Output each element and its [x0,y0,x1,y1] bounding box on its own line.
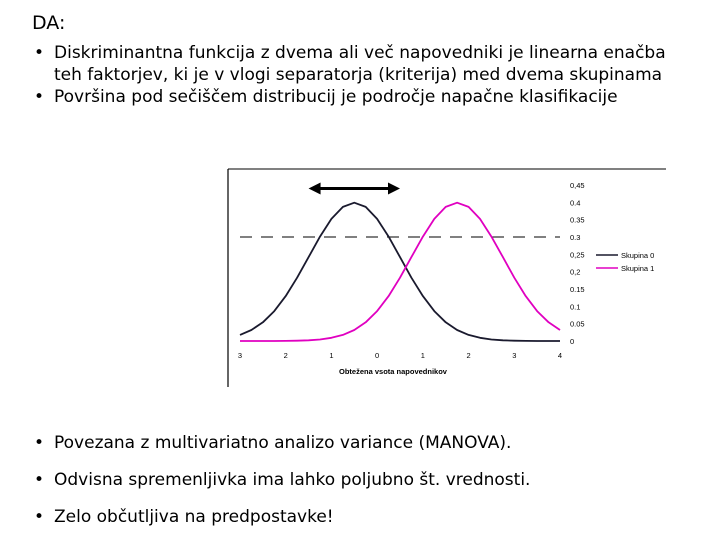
bottom-bullet-list [34,432,694,543]
arrow-head-left [309,182,321,194]
x-axis-label: Obtežena vsota napovednikov [339,367,447,376]
arrow-head-right [388,182,400,194]
x-tick-label: 1 [420,351,425,360]
x-tick-label: 2 [466,351,471,360]
x-tick-label: 0 [375,351,380,360]
legend-label-1: Skupina 1 [621,264,655,273]
legend-label-0: Skupina 0 [621,251,655,260]
series-curve-1 [240,203,560,341]
bullet-dependent-variable: • Odvisna spremenljivka ima lahko poljubno št. vrednosti. [34,469,694,491]
distribution-chart-svg [226,167,668,389]
y-tick-label: 0 [570,337,575,346]
y-tick-label: 0.4 [570,198,581,208]
slide-title: DA: [32,12,66,34]
bullet-misclassification-area: • Površina pod sečiščem distribucij je področje napačne klasifikacije [34,86,694,108]
x-tick-label: 4 [557,351,563,360]
y-tick-label: 0.15 [570,285,585,294]
x-tick-label: 2 [283,351,288,360]
bullet-discriminant-function: • Diskriminantna funkcija z dvema ali več napovedniki je linearna enačba teh faktorjev, ki je v vlogi separatorja (kriterija) med dvema skupinama [34,42,694,86]
bullet-manova: • Povezana z multivariatno analizo variance (MANOVA). [34,432,694,454]
top-bullet-list [34,42,694,108]
x-tick-label: 1 [329,351,334,360]
y-tick-label: 0.3 [570,233,581,242]
y-tick-label: 0,45 [570,181,585,190]
x-tick-label: 3 [237,351,243,360]
y-tick-label: 0.35 [570,215,585,225]
distribution-chart [226,167,668,389]
y-tick-label: 0,25 [570,250,585,260]
y-tick-label: 0.1 [570,302,581,312]
y-tick-label: 0,2 [570,267,581,277]
y-tick-label: 0.05 [570,319,585,329]
x-tick-label: 3 [512,351,517,360]
bullet-assumptions: • Zelo občutljiva na predpostavke! [34,506,694,528]
